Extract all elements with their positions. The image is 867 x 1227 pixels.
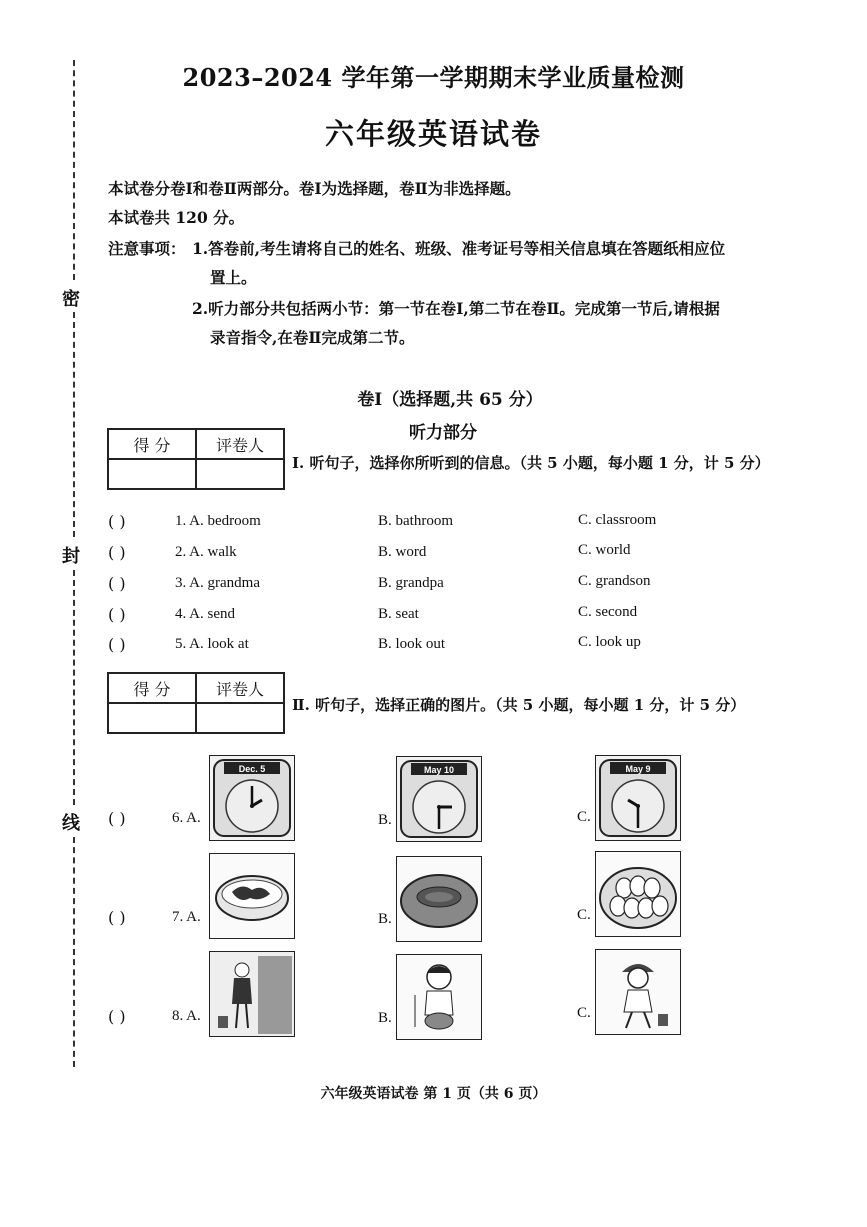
q1-option-a: 1. A. bedroom: [175, 513, 261, 529]
exam-subtitle: 六年级英语试卷: [324, 117, 542, 151]
part1-heading: Ⅰ. 听句子，选择你所听到的信息。（共 5 小题，每小题 1 分，计 5 分）: [292, 454, 770, 472]
clock-date-label: May 9: [625, 764, 651, 774]
answer-paren-5[interactable]: ( ): [108, 635, 126, 654]
notes-label: 注意事项：: [108, 239, 186, 258]
score-cell[interactable]: [108, 703, 196, 733]
q5-option-c: C. look up: [578, 634, 641, 650]
q4-option-c: C. second: [578, 604, 638, 620]
grader-header: 评卷人: [196, 673, 284, 703]
score-cell[interactable]: [108, 459, 196, 489]
q3-option-c: C. grandson: [578, 573, 651, 589]
answer-paren-7[interactable]: ( ): [108, 908, 126, 927]
seal-char-xian: 线: [62, 807, 80, 837]
note1b: 置上。: [210, 268, 257, 287]
note1a: 1.答卷前,考生请将自己的姓名、班级、准考证号等相关信息填在答题纸相应位: [192, 239, 726, 258]
q8-label-b: B.: [378, 1010, 392, 1026]
clock-date-label: Dec. 5: [238, 764, 266, 774]
girl-image-c[interactable]: [595, 949, 681, 1035]
q3-option-b: B. grandpa: [378, 575, 444, 591]
girl-image-a[interactable]: [209, 951, 295, 1037]
q2-option-b: B. word: [378, 544, 427, 560]
score-table-1: [107, 428, 285, 490]
seal-line-top: [73, 60, 75, 280]
listening-title: 听力部分: [409, 423, 477, 443]
note2b: 录音指令,在卷Ⅱ完成第二节。: [210, 328, 415, 347]
q5-option-b: B. look out: [378, 636, 446, 652]
grader-cell[interactable]: [196, 703, 284, 733]
q2-option-c: C. world: [578, 542, 631, 558]
clock-date-label: May 10: [423, 765, 455, 775]
score-table-2: [107, 672, 285, 734]
section-title: 卷Ⅰ（选择题,共 65 分）: [357, 390, 543, 410]
clock-image-b[interactable]: [396, 756, 482, 842]
score-header: 得 分: [108, 673, 196, 703]
food-image-b[interactable]: [396, 856, 482, 942]
note2a: 2.听力部分共包括两小节：第一节在卷Ⅰ,第二节在卷Ⅱ。完成第一节后,请根据: [192, 299, 720, 318]
grader-cell[interactable]: [196, 459, 284, 489]
seal-line-bottom: [73, 837, 75, 1067]
answer-paren-4[interactable]: ( ): [108, 605, 126, 624]
q5-option-a: 5. A. look at: [175, 636, 249, 652]
q2-option-a: 2. A. walk: [175, 544, 237, 560]
part2-heading: Ⅱ. 听句子，选择正确的图片。（共 5 小题，每小题 1 分，计 5 分）: [292, 696, 746, 714]
q7-label-b: B.: [378, 911, 392, 927]
q7-label-c: C.: [577, 907, 591, 923]
seal-line-mid2: [73, 570, 75, 805]
clock-image-c[interactable]: [595, 755, 681, 841]
answer-paren-2[interactable]: ( ): [108, 543, 126, 562]
q3-option-a: 3. A. grandma: [175, 575, 260, 591]
score-header: 得 分: [108, 429, 196, 459]
seal-char-feng: 封: [62, 540, 80, 570]
food-image-c[interactable]: [595, 851, 681, 937]
q1-option-c: C. classroom: [578, 512, 657, 528]
seal-char-mi: 密: [62, 283, 80, 313]
food-image-a[interactable]: [209, 853, 295, 939]
instruction-line2: 本试卷共 120 分。: [108, 208, 245, 227]
answer-paren-3[interactable]: ( ): [108, 574, 126, 593]
exam-title: 2023–2024 学年第一学期期末学业质量检测: [182, 63, 685, 92]
girl-image-b[interactable]: [396, 954, 482, 1040]
q6-label-c: C.: [577, 809, 591, 825]
answer-paren-6[interactable]: ( ): [108, 809, 126, 828]
grader-header: 评卷人: [196, 429, 284, 459]
clock-image-a[interactable]: [209, 755, 295, 841]
q7-label-a: 7. A.: [172, 909, 201, 925]
answer-paren-8[interactable]: ( ): [108, 1007, 126, 1026]
q6-label-a: 6. A.: [172, 810, 201, 826]
answer-paren-1[interactable]: ( ): [108, 512, 126, 531]
q4-option-a: 4. A. send: [175, 606, 235, 622]
instruction-line1: 本试卷分卷Ⅰ和卷Ⅱ两部分。卷Ⅰ为选择题，卷Ⅱ为非选择题。: [108, 179, 521, 198]
q8-label-c: C.: [577, 1005, 591, 1021]
page-footer: 六年级英语试卷 第 1 页（共 6 页）: [320, 1086, 547, 1102]
q4-option-b: B. seat: [378, 606, 419, 622]
q8-label-a: 8. A.: [172, 1008, 201, 1024]
q6-label-b: B.: [378, 812, 392, 828]
q1-option-b: B. bathroom: [378, 513, 453, 529]
